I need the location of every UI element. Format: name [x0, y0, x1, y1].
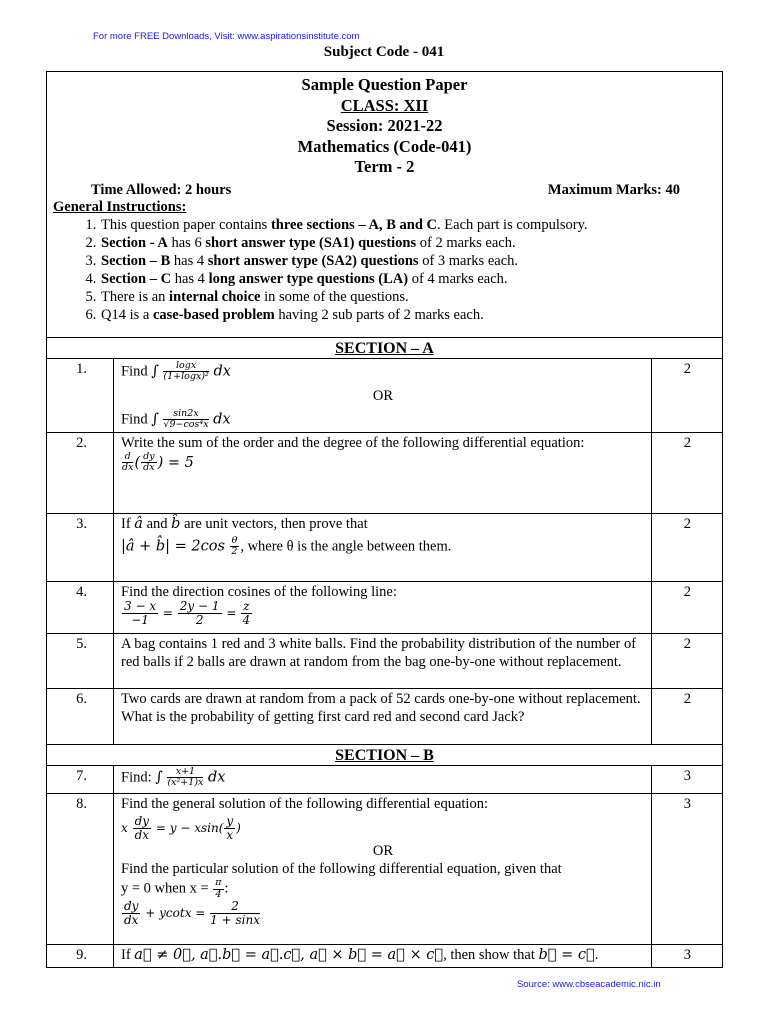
- question-text: If a⃗ ≠ 0⃗, a⃗.b⃗ = a⃗.c⃗, a⃗ × b⃗ = a⃗ × c⃗, then show that b⃗ = c⃗.: [114, 945, 652, 968]
- question-number: 9.: [47, 945, 114, 968]
- question-marks: 2: [683, 636, 691, 652]
- question-row: [47, 582, 722, 634]
- question-text: Two cards are drawn at random from a pack of 52 cards one-by-one without replacement. What is the probability of getting first card red and second card Jack?: [114, 689, 652, 744]
- question-marks: 2: [683, 691, 691, 707]
- question-row: [47, 689, 722, 745]
- question-marks: 3: [683, 768, 691, 784]
- question-number: 2.: [47, 433, 114, 513]
- or-label: OR: [372, 843, 394, 860]
- instruction-item: 1. This question paper contains three sections – A, B and C. Each part is compulsory.: [100, 216, 722, 234]
- instruction-item: 5. There is an internal choice in some of the questions.: [100, 288, 722, 306]
- question-text: Find the direction cosines of the following line: $\frac{3 - x}{-1}$ = $\frac{2y - 1}{2}$ = $\frac{z}{4}$: [114, 582, 652, 633]
- class-label: CLASS: XII: [340, 95, 429, 115]
- question-row: [47, 945, 722, 968]
- question-text: A bag contains 1 red and 3 white balls. Find the probability distribution of the number of red balls if 2 balls are drawn at random from the bag one-by-one without replacement.: [114, 634, 652, 688]
- free-downloads-link[interactable]: For more FREE Downloads, Visit: www.aspirationsinstitute.com: [93, 31, 360, 42]
- question-number: 5.: [47, 634, 114, 688]
- question-marks: 2: [683, 516, 691, 532]
- term-label: Term - 2: [354, 157, 415, 176]
- instructions-list: [47, 216, 722, 324]
- question-paper: [46, 71, 723, 968]
- question-row: [47, 359, 722, 433]
- question-number: 7.: [47, 766, 114, 793]
- question-marks: 3: [683, 947, 691, 963]
- instruction-item: 4. Section – C has 4 long answer type questions (LA) of 4 marks each.: [100, 270, 722, 288]
- question-text: Find: ∫ $\frac{x+1}{\text{(x²+1)x}}$ dx: [114, 766, 652, 793]
- question-marks: 2: [683, 584, 691, 600]
- section-b-heading: SECTION – B: [47, 745, 722, 766]
- question-number: 8.: [47, 794, 114, 944]
- or-label: OR: [372, 387, 394, 404]
- question-number: 1.: [47, 359, 114, 432]
- question-number: 3.: [47, 514, 114, 581]
- question-number: 6.: [47, 689, 114, 744]
- question-text: Write the sum of the order and the degree of the following differential equation: $\frac{d}{dx}$ ( $\frac{dy}{dx}$ ) = 5: [114, 433, 652, 513]
- question-marks: 2: [683, 435, 691, 451]
- paper-title: Sample Question Paper: [301, 75, 468, 94]
- question-row: [47, 634, 722, 689]
- subject-label: Mathematics (Code-041): [297, 136, 472, 156]
- question-marks: 2: [683, 361, 691, 377]
- subject-code: Subject Code - 041: [323, 44, 445, 60]
- session-label: Session: 2021-22: [326, 116, 443, 135]
- time-marks-row: [47, 178, 722, 199]
- section-a-heading: SECTION – A: [47, 338, 722, 359]
- question-text: Find ∫ $\frac{\log x}{\text{(1+logx)²}}$ dx OR Find ∫ $\frac{\sin 2x}{\text{√9−cos⁴x}}$ dx: [114, 359, 652, 432]
- paper-header: [47, 72, 722, 338]
- question-row: [47, 514, 722, 582]
- source-link[interactable]: Source: www.cbseacademic.nic.in: [517, 979, 661, 990]
- question-number: 4.: [47, 582, 114, 633]
- question-row: [47, 766, 722, 794]
- question-marks: 3: [683, 796, 691, 812]
- instruction-item: 2. Section - A has 6 short answer type (SA1) questions of 2 marks each.: [100, 234, 722, 252]
- general-instructions-heading: General Instructions:: [53, 198, 187, 215]
- instruction-item: 6. Q14 is a case-based problem having 2 sub parts of 2 marks each.: [100, 306, 722, 324]
- maximum-marks: Maximum Marks: 40: [547, 181, 680, 198]
- question-text: Find the general solution of the following differential equation: x $\frac{dy}{dx}$ = y − xsin( $\frac{y}{x}$ ) OR Find the particular solution of the following differential equation, given that y = 0 when x = $\frac{\pi}{4}$ : $\frac{dy}{dx}$ + ycotx = $\frac{2}{1 + \sin x}$: [114, 794, 652, 944]
- instruction-item: 3. Section – B has 4 short answer type (SA2) questions of 3 marks each.: [100, 252, 722, 270]
- time-allowed: Time Allowed: 2 hours: [91, 181, 232, 198]
- question-row: [47, 433, 722, 514]
- question-text: If â and b̂ are unit vectors, then prove that |â + b̂| = 2cos $\frac{\theta}{2}$ , where θ is the angle between them.: [114, 514, 652, 581]
- question-row: [47, 794, 722, 945]
